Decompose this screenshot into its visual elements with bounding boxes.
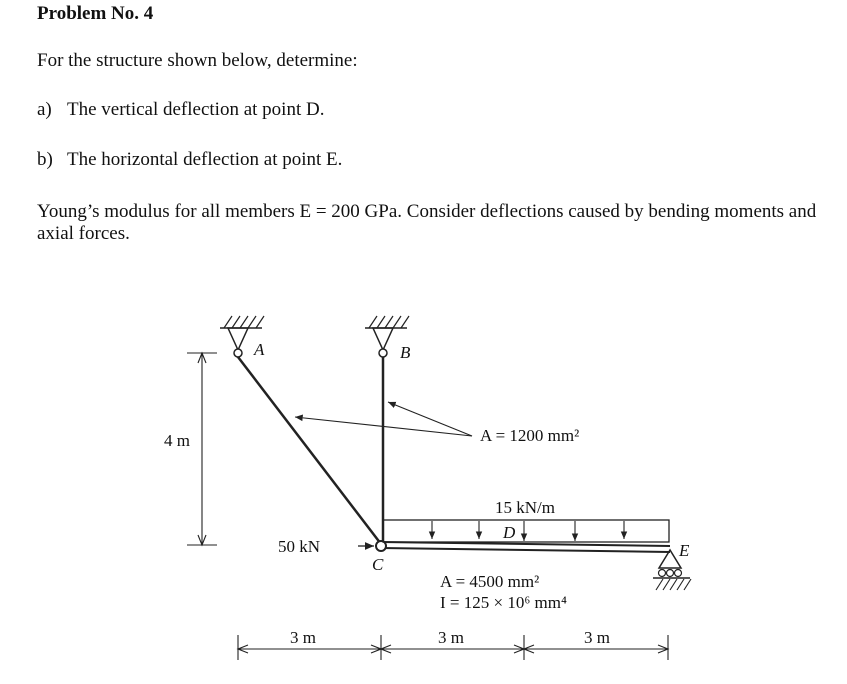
problem-title: Problem No. 4 — [37, 3, 154, 24]
label-point-c: C — [372, 555, 384, 574]
span-label-1: 3 m — [290, 628, 316, 647]
question-b-text: The horizontal deflection at point E. — [67, 149, 343, 170]
question-a — [37, 99, 324, 121]
beam-ce — [381, 542, 670, 552]
rod-area-label: A = 1200 mm² — [480, 426, 580, 445]
label-point-d: D — [503, 523, 516, 542]
span-label-2: 3 m — [438, 628, 464, 647]
question-b-letter: b) — [37, 149, 53, 170]
span-label-3: 3 m — [584, 628, 610, 647]
beam-inertia-label: I = 125 × 10⁶ mm⁴ — [440, 593, 567, 612]
question-a-text: The vertical deflection at point D. — [67, 99, 325, 120]
load-label-50kn: 50 kN — [278, 537, 321, 556]
label-point-a: A — [254, 340, 265, 359]
beam-area-label: A = 4500 mm² — [440, 572, 540, 591]
structure-diagram — [150, 295, 710, 680]
material-statement: Young’s modulus for all members E = 200 GPa. Consider deflections caused by bending moments and axial forces. — [37, 201, 817, 244]
height-dimension — [187, 353, 217, 545]
distributed-load-label: 15 kN/m — [495, 498, 555, 517]
distributed-load — [383, 520, 669, 542]
label-point-b: B — [400, 343, 411, 362]
label-point-e: E — [679, 541, 690, 560]
problem-intro: For the structure shown below, determine: — [37, 50, 358, 71]
member-ac — [238, 357, 381, 544]
question-b — [37, 149, 342, 171]
question-a-letter: a) — [37, 99, 52, 120]
height-dimension-label: 4 m — [164, 431, 190, 450]
